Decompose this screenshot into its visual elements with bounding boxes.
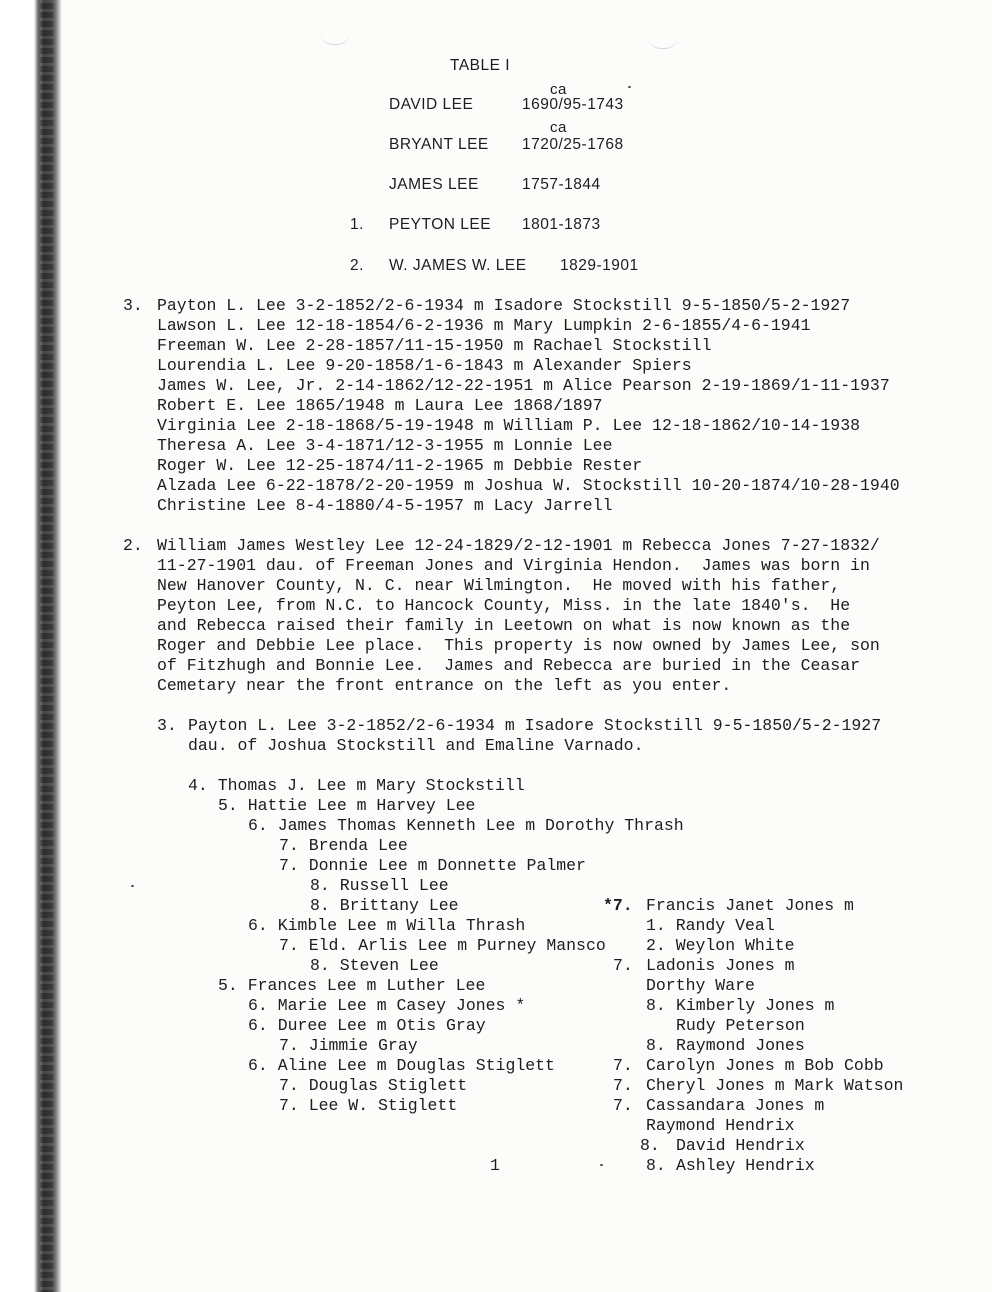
paragraph-line: William James Westley Lee 12-24-1829/2-12-1901 m Rebecca Jones 7-27-1832/ bbox=[157, 536, 880, 555]
descendant-entry: Raymond Hendrix bbox=[646, 1116, 795, 1135]
descendant-number: 8. bbox=[646, 1036, 666, 1055]
child-entry: Lawson L. Lee 12-18-1854/6-2-1936 m Mary Lumpkin 2-6-1855/4-6-1941 bbox=[157, 316, 811, 335]
descendant-entry: Cassandara Jones m bbox=[646, 1096, 825, 1115]
descendant-number: 7. bbox=[613, 1056, 633, 1075]
descendant-number: 7. bbox=[613, 1096, 633, 1115]
scan-speck bbox=[628, 86, 631, 88]
descendant-entry: 7. Douglas Stiglett bbox=[279, 1076, 468, 1095]
paragraph-line: Peyton Lee, from N.C. to Hancock County, Miss. in the late 1840's. He bbox=[157, 596, 851, 615]
paragraph-line: New Hanover County, N. C. near Wilmington. He moved with his father, bbox=[157, 576, 841, 595]
ancestor-dates: 1829-1901 bbox=[560, 257, 639, 274]
descendant-entry: 7. Jimmie Gray bbox=[279, 1036, 418, 1055]
payton-line: dau. of Joshua Stockstill and Emaline Varnado. bbox=[188, 736, 644, 755]
descendant-number: 7. bbox=[613, 1076, 633, 1095]
descendant-entry: 7. Brenda Lee bbox=[279, 836, 408, 855]
ancestor-dates: 1757-1844 bbox=[522, 176, 601, 193]
ancestor-name: BRYANT LEE bbox=[389, 136, 489, 153]
scan-speck bbox=[600, 1164, 603, 1166]
ancestor-dates: 1690/95-1743 bbox=[522, 96, 624, 113]
descendant-number: 8. bbox=[640, 1136, 660, 1155]
descendant-entry: 8. Russell Lee bbox=[310, 876, 449, 895]
hole-punch-mark bbox=[320, 32, 350, 45]
descendant-entry: Carolyn Jones m Bob Cobb bbox=[646, 1056, 884, 1075]
descendant-entry: Ladonis Jones m bbox=[646, 956, 795, 975]
section-number: 2. bbox=[123, 536, 143, 555]
descendant-entry: 8. Brittany Lee bbox=[310, 896, 459, 915]
descendant-entry: 6. Aline Lee m Douglas Stiglett bbox=[248, 1056, 555, 1075]
child-entry: Payton L. Lee 3-2-1852/2-6-1934 m Isadore Stockstill 9-5-1850/5-2-1927 bbox=[157, 296, 851, 315]
child-entry: Freeman W. Lee 2-28-1857/11-15-1950 m Rachael Stockstill bbox=[157, 336, 712, 355]
circa-label: ca bbox=[550, 119, 567, 136]
descendant-entry: Ashley Hendrix bbox=[676, 1156, 815, 1175]
child-entry: Lourendia L. Lee 9-20-1858/1-6-1843 m Alexander Spiers bbox=[157, 356, 692, 375]
descendant-number: *7. bbox=[603, 896, 633, 915]
descendant-number: 8. bbox=[646, 996, 666, 1015]
descendant-entry: 6. Kimble Lee m Willa Thrash bbox=[248, 916, 526, 935]
paragraph-line: and Rebecca raised their family in Leetown on what is now known as the bbox=[157, 616, 851, 635]
descendant-entry: 1. Randy Veal bbox=[646, 916, 775, 935]
hole-punch-mark bbox=[648, 36, 678, 49]
section-number: 3. bbox=[123, 296, 143, 315]
section-number: 3. bbox=[157, 716, 177, 735]
child-entry: James W. Lee, Jr. 2-14-1862/12-22-1951 m Alice Pearson 2-19-1869/1-11-1937 bbox=[157, 376, 890, 395]
descendant-entry: David Hendrix bbox=[676, 1136, 805, 1155]
descendant-entry: 7. Lee W. Stiglett bbox=[279, 1096, 458, 1115]
descendant-entry: Dorthy Ware bbox=[646, 976, 755, 995]
child-entry: Alzada Lee 6-22-1878/2-20-1959 m Joshua W. Stockstill 10-20-1874/10-28-1940 bbox=[157, 476, 900, 495]
descendant-entry: 8. Steven Lee bbox=[310, 956, 439, 975]
descendant-entry: 7. Donnie Lee m Donnette Palmer bbox=[279, 856, 586, 875]
descendant-entry: 6. James Thomas Kenneth Lee m Dorothy Thrash bbox=[248, 816, 684, 835]
table-title: TABLE I bbox=[450, 57, 511, 74]
descendant-entry: 6. Marie Lee m Casey Jones * bbox=[248, 996, 526, 1015]
child-entry: Christine Lee 8-4-1880/4-5-1957 m Lacy Jarrell bbox=[157, 496, 613, 515]
descendant-entry: 5. Frances Lee m Luther Lee bbox=[218, 976, 486, 995]
binding-texture bbox=[40, 0, 54, 1292]
descendant-entry: Cheryl Jones m Mark Watson bbox=[646, 1076, 904, 1095]
ancestor-name: PEYTON LEE bbox=[389, 216, 492, 233]
child-entry: Robert E. Lee 1865/1948 m Laura Lee 1868/1897 bbox=[157, 396, 603, 415]
ancestor-dates: 1801-1873 bbox=[522, 216, 601, 233]
descendant-entry: Rudy Peterson bbox=[676, 1016, 805, 1035]
paragraph-line: 11-27-1901 dau. of Freeman Jones and Virginia Hendon. James was born in bbox=[157, 556, 870, 575]
descendant-entry: Kimberly Jones m bbox=[676, 996, 835, 1015]
ancestor-name: JAMES LEE bbox=[389, 176, 479, 193]
paragraph-line: Roger and Debbie Lee place. This property is now owned by James Lee, son bbox=[157, 636, 880, 655]
descendant-entry: Francis Janet Jones m bbox=[646, 896, 854, 915]
descendant-entry: 5. Hattie Lee m Harvey Lee bbox=[218, 796, 476, 815]
circa-label: ca bbox=[550, 81, 567, 98]
child-entry: Virginia Lee 2-18-1868/5-19-1948 m William P. Lee 12-18-1862/10-14-1938 bbox=[157, 416, 861, 435]
scan-speck bbox=[131, 885, 134, 887]
generation-number: 1. bbox=[350, 216, 364, 233]
descendant-entry: Raymond Jones bbox=[676, 1036, 805, 1055]
ancestor-name: DAVID LEE bbox=[389, 96, 474, 113]
page-number: 1 bbox=[490, 1156, 500, 1175]
child-entry: Theresa A. Lee 3-4-1871/12-3-1955 m Lonnie Lee bbox=[157, 436, 613, 455]
paragraph-line: Cemetary near the front entrance on the left as you enter. bbox=[157, 676, 732, 695]
child-entry: Roger W. Lee 12-25-1874/11-2-1965 m Debbie Rester bbox=[157, 456, 643, 475]
ancestor-name: W. JAMES W. LEE bbox=[389, 257, 527, 274]
descendant-entry: 2. Weylon White bbox=[646, 936, 795, 955]
descendant-number: 8. bbox=[646, 1156, 666, 1175]
descendant-entry: 6. Duree Lee m Otis Gray bbox=[248, 1016, 486, 1035]
descendant-entry: 7. Eld. Arlis Lee m Purney Mansco bbox=[279, 936, 606, 955]
descendant-number: 7. bbox=[613, 956, 633, 975]
ancestor-dates: 1720/25-1768 bbox=[522, 136, 624, 153]
paragraph-line: of Fitzhugh and Bonnie Lee. James and Rebecca are buried in the Ceasar bbox=[157, 656, 861, 675]
generation-number: 2. bbox=[350, 257, 364, 274]
payton-line: Payton L. Lee 3-2-1852/2-6-1934 m Isadore Stockstill 9-5-1850/5-2-1927 bbox=[188, 716, 882, 735]
descendant-entry: 4. Thomas J. Lee m Mary Stockstill bbox=[188, 776, 525, 795]
